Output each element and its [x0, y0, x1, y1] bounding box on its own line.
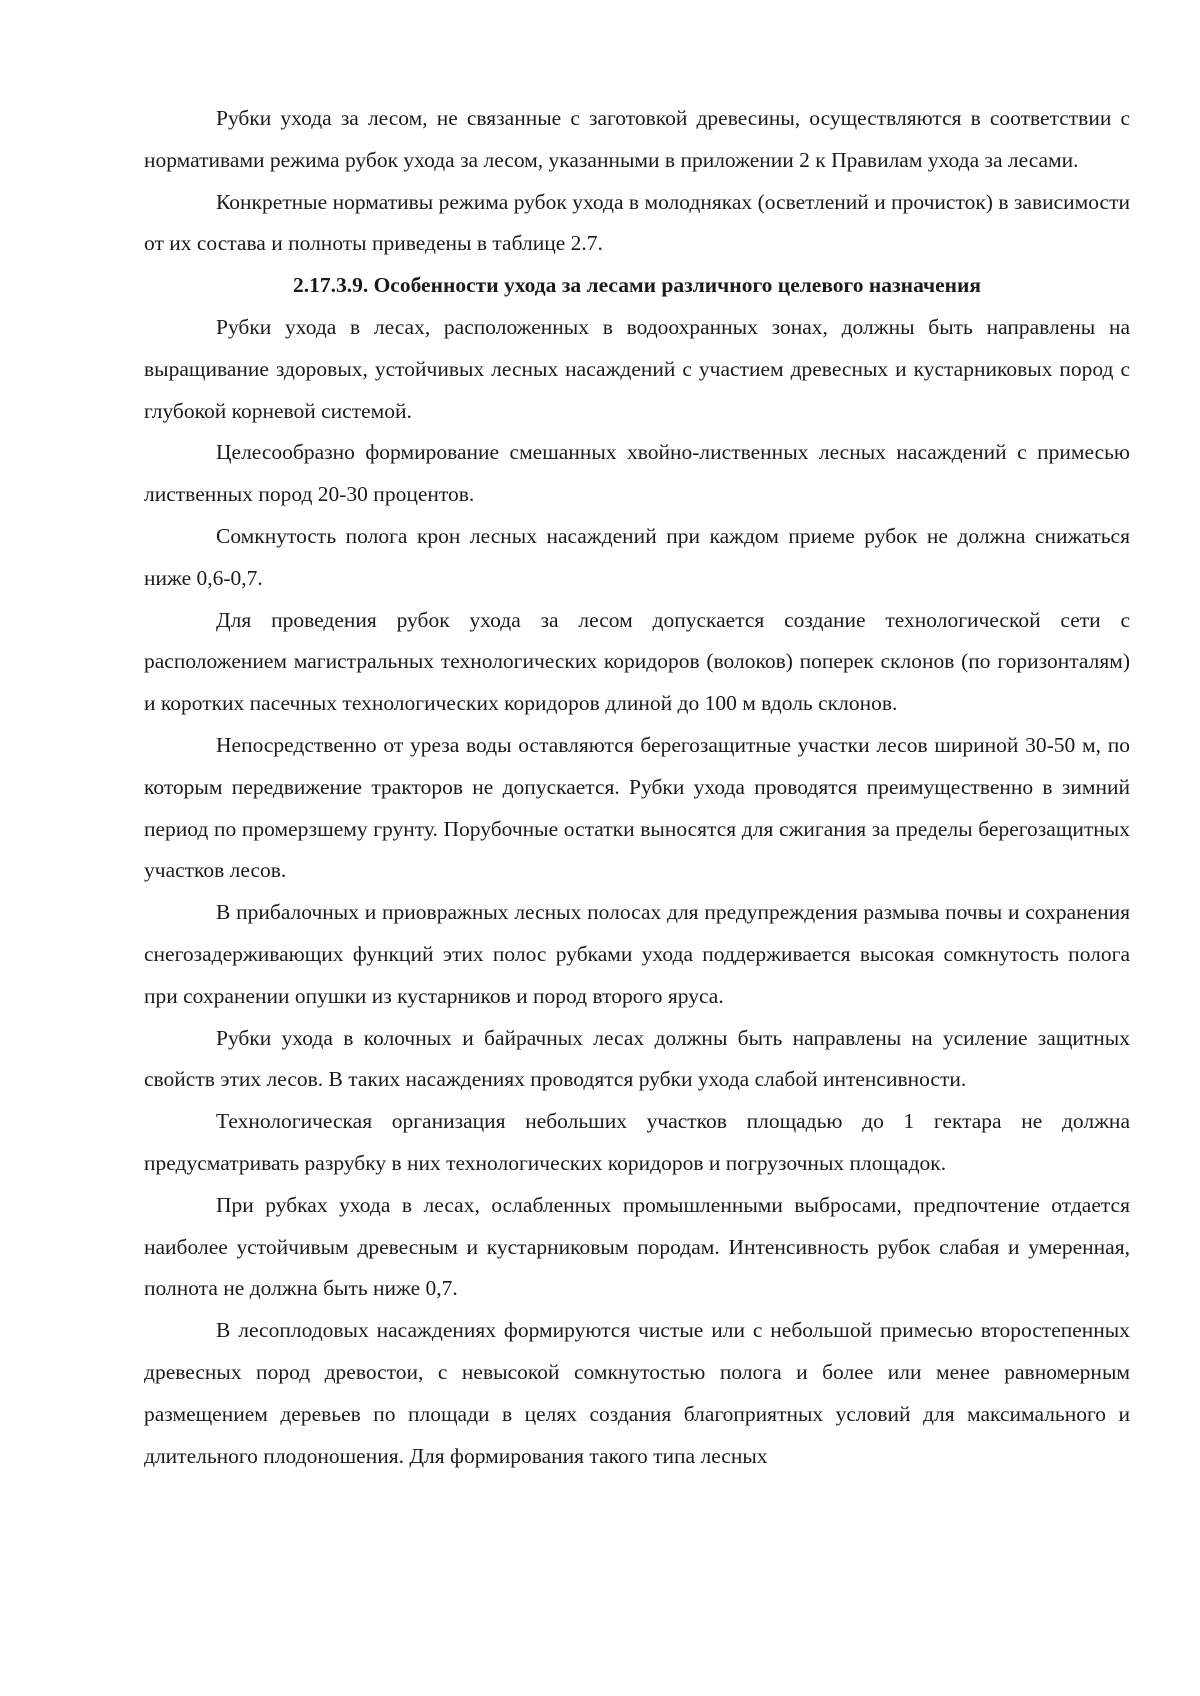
paragraph: Непосредственно от уреза воды оставляются берегозащитные участки лесов шириной 30-50 м, по которым передвижение тракторов не допускается. Рубки ухода проводятся преимущественно в зимний период по промерзшему грунту. Порубочные остатки выносятся для сжигания за пределы берегозащитных участков лесов.: [144, 732, 1130, 883]
paragraph: Рубки ухода в лесах, расположенных в водоохранных зонах, должны быть направлены на выращивание здоровых, устойчивых лесных насаждений с участием древесных и кустарниковых пород с глубокой корневой системой.: [144, 314, 1130, 423]
paragraph: В прибалочных и приовражных лесных полосах для предупреждения размыва почвы и сохранения снегозадерживающих функций этих полос рубками ухода поддерживается высокая сомкнутость полога при сохранении опушки из кустарников и пород второго яруса.: [144, 900, 1130, 1008]
paragraph: Рубки ухода в колочных и байрачных лесах должны быть направлены на усиление защитных свойств этих лесов. В таких насаждениях проводятся рубки ухода слабой интенсивности.: [144, 1025, 1130, 1092]
document-page: [144, 98, 1130, 1477]
paragraph: Сомкнутость полога крон лесных насаждений при каждом приеме рубок не должна снижаться ниже 0,6-0,7.: [144, 523, 1130, 590]
section-heading: 2.17.3.9. Особенности ухода за лесами различного целевого назначения: [292, 273, 982, 298]
paragraph: При рубках ухода в лесах, ослабленных промышленными выбросами, предпочтение отдается наиболее устойчивым древесным и кустарниковым породам. Интенсивность рубок слабая и умеренная, полнота не должна быть ниже 0,7.: [144, 1192, 1130, 1301]
paragraph: Рубки ухода за лесом, не связанные с заготовкой древесины, осуществляются в соответствии с нормативами режима рубок ухода за лесом, указанными в приложении 2 к Правилам ухода за лесами.: [144, 106, 1130, 172]
paragraph: Технологическая организация небольших участков площадью до 1 гектара не должна предусматривать разрубку в них технологических коридоров и погрузочных площадок.: [144, 1109, 1130, 1175]
paragraph: Конкретные нормативы режима рубок ухода в молодняках (осветлений и прочисток) в зависимости от их состава и полноты приведены в таблице 2.7.: [144, 189, 1130, 256]
paragraph: Для проведения рубок ухода за лесом допускается создание технологической сети с расположением магистральных технологических коридоров (волоков) поперек склонов (по горизонталям) и коротких пасечных технологических коридоров длиной до 100 м вдоль склонов.: [144, 607, 1130, 716]
paragraph: Целесообразно формирование смешанных хвойно-лиственных лесных насаждений с примесью лиственных пород 20-30 процентов.: [144, 440, 1130, 507]
paragraph: В лесоплодовых насаждениях формируются чистые или с небольшой примесью второстепенных древесных пород древостои, с невысокой сомкнутостью полога и более или менее равномерным размещением деревьев по площади в целях создания благоприятных условий для максимального и длительного плодоношения. Для формирования такого типа лесных: [144, 1318, 1130, 1468]
